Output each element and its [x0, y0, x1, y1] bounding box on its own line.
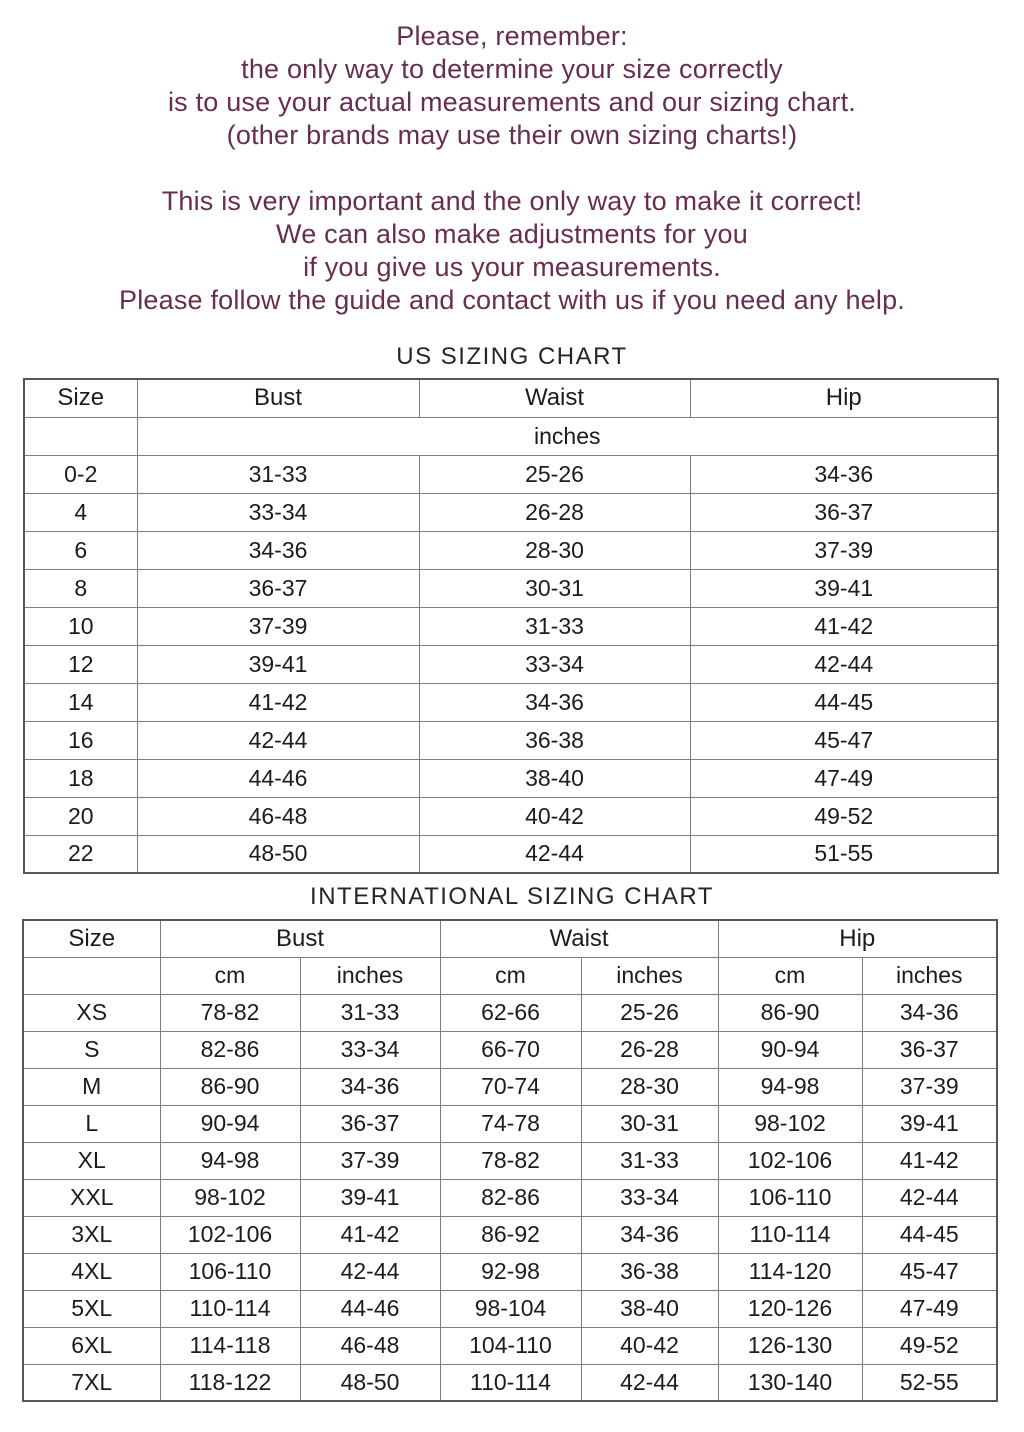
intl_chart-cell-waist_cm: 62-66 [440, 994, 581, 1031]
intl_chart-cell-hip_cm: 106-110 [718, 1179, 862, 1216]
us_chart-cell-size: 20 [24, 797, 137, 835]
us_chart-cell-bust: 48-50 [137, 835, 419, 873]
us_chart-cell-bust: 39-41 [137, 645, 419, 683]
intro-line: is to use your actual measurements and our sizing chart. [167, 87, 857, 117]
us_chart-cell-hip: 34-36 [690, 455, 998, 493]
us_chart-cell-size: 10 [24, 607, 137, 645]
intro-paragraph-2 [0, 185, 1024, 317]
intl_chart-cell-bust_in: 46-48 [300, 1327, 440, 1364]
intl_chart-cell-waist_in: 26-28 [581, 1031, 718, 1068]
intro-line: We can also make adjustments for you [276, 219, 748, 249]
units-label-inches: inches [300, 957, 440, 994]
intl_chart-cell-bust_in: 34-36 [300, 1068, 440, 1105]
intro-line: the only way to determine your size correctly [241, 54, 783, 84]
column-header-hip: Hip [718, 920, 997, 957]
intl_chart-cell-hip_in: 37-39 [862, 1068, 997, 1105]
table-row [24, 569, 998, 607]
intl_chart-cell-size: 3XL [23, 1216, 160, 1253]
us_chart-cell-size: 14 [24, 683, 137, 721]
intro-paragraph-1 [0, 20, 1024, 152]
table-row [24, 797, 998, 835]
us_chart-cell-size: 18 [24, 759, 137, 797]
intl_chart-cell-waist_cm: 104-110 [440, 1327, 581, 1364]
us_chart-cell-size: 22 [24, 835, 137, 873]
us_chart-cell-size: 8 [24, 569, 137, 607]
intl_chart-cell-bust_in: 37-39 [300, 1142, 440, 1179]
intl_chart-cell-hip_in: 39-41 [862, 1105, 997, 1142]
intl_chart-cell-bust_in: 44-46 [300, 1290, 440, 1327]
us_chart-cell-waist: 28-30 [419, 531, 690, 569]
intl_chart-cell-bust_in: 33-34 [300, 1031, 440, 1068]
us-chart-title: US SIZING CHART [396, 343, 628, 370]
intl_chart-cell-size: XL [23, 1142, 160, 1179]
intl_chart-cell-waist_in: 25-26 [581, 994, 718, 1031]
us_chart-cell-bust: 42-44 [137, 721, 419, 759]
intl-units-row [23, 957, 997, 994]
units-label: inches [137, 417, 998, 455]
us_chart-cell-bust: 31-33 [137, 455, 419, 493]
intl_chart-cell-bust_cm: 98-102 [160, 1179, 300, 1216]
intl_chart-cell-hip_cm: 110-114 [718, 1216, 862, 1253]
column-header-size: Size [23, 920, 160, 957]
intl_chart-cell-bust_cm: 94-98 [160, 1142, 300, 1179]
empty-cell [24, 417, 137, 455]
units-label-cm: cm [440, 957, 581, 994]
intl_chart-cell-hip_in: 36-37 [862, 1031, 997, 1068]
intro-note [0, 0, 1024, 317]
table-row [23, 1142, 997, 1179]
table-row [23, 1179, 997, 1216]
table-row [24, 607, 998, 645]
table-row [24, 531, 998, 569]
table-row [23, 994, 997, 1031]
intl_chart-cell-hip_cm: 94-98 [718, 1068, 862, 1105]
column-header-waist: Waist [419, 379, 690, 417]
intl_chart-cell-waist_in: 34-36 [581, 1216, 718, 1253]
column-header-waist: Waist [440, 920, 718, 957]
intro-line: This is very important and the only way to make it correct! [161, 186, 863, 216]
column-header-bust: Bust [137, 379, 419, 417]
us_chart-cell-bust: 33-34 [137, 493, 419, 531]
us_chart-cell-hip: 37-39 [690, 531, 998, 569]
intl_chart-cell-hip_cm: 120-126 [718, 1290, 862, 1327]
us_chart-cell-waist: 38-40 [419, 759, 690, 797]
intl_chart-cell-bust_cm: 118-122 [160, 1364, 300, 1401]
intl_chart-cell-hip_in: 47-49 [862, 1290, 997, 1327]
us_chart-cell-hip: 36-37 [690, 493, 998, 531]
table-row [24, 455, 998, 493]
us_chart-cell-waist: 25-26 [419, 455, 690, 493]
intl_chart-cell-bust_cm: 82-86 [160, 1031, 300, 1068]
intl_chart-cell-waist_in: 28-30 [581, 1068, 718, 1105]
intl_chart-cell-waist_cm: 92-98 [440, 1253, 581, 1290]
us_chart-cell-bust: 37-39 [137, 607, 419, 645]
us_chart-cell-bust: 41-42 [137, 683, 419, 721]
intl_chart-cell-bust_cm: 114-118 [160, 1327, 300, 1364]
intro-line: if you give us your measurements. [303, 252, 721, 282]
column-header-size: Size [24, 379, 137, 417]
intl_chart-cell-hip_in: 49-52 [862, 1327, 997, 1364]
column-header-bust: Bust [160, 920, 440, 957]
table-row [23, 1290, 997, 1327]
intl_chart-cell-size: XS [23, 994, 160, 1031]
us_chart-cell-waist: 30-31 [419, 569, 690, 607]
intl-chart-title: INTERNATIONAL SIZING CHART [310, 883, 714, 910]
empty-cell [23, 957, 160, 994]
table-row [23, 1068, 997, 1105]
intl_chart-cell-bust_in: 42-44 [300, 1253, 440, 1290]
intl_chart-cell-size: 5XL [23, 1290, 160, 1327]
us_chart-cell-hip: 42-44 [690, 645, 998, 683]
intl_chart-cell-hip_cm: 90-94 [718, 1031, 862, 1068]
intl_chart-cell-hip_in: 44-45 [862, 1216, 997, 1253]
us_chart-cell-bust: 44-46 [137, 759, 419, 797]
intl_chart-cell-waist_cm: 98-104 [440, 1290, 581, 1327]
intl_chart-cell-size: M [23, 1068, 160, 1105]
intl_chart-cell-hip_in: 52-55 [862, 1364, 997, 1401]
table-row [24, 645, 998, 683]
intl_chart-cell-size: 4XL [23, 1253, 160, 1290]
us_chart-cell-hip: 45-47 [690, 721, 998, 759]
intro-line: (other brands may use their own sizing charts!) [226, 120, 798, 150]
us_chart-cell-bust: 36-37 [137, 569, 419, 607]
us_chart-cell-size: 16 [24, 721, 137, 759]
column-header-hip: Hip [690, 379, 998, 417]
table-row [24, 835, 998, 873]
intl_chart-cell-size: 7XL [23, 1364, 160, 1401]
intl_chart-cell-bust_cm: 90-94 [160, 1105, 300, 1142]
intl_chart-cell-hip_in: 45-47 [862, 1253, 997, 1290]
intl_chart-cell-size: XXL [23, 1179, 160, 1216]
intl_chart-cell-hip_in: 41-42 [862, 1142, 997, 1179]
intl_chart-cell-bust_in: 31-33 [300, 994, 440, 1031]
intl_chart-cell-waist_cm: 74-78 [440, 1105, 581, 1142]
us_chart-cell-size: 0-2 [24, 455, 137, 493]
intl-sizing-table [22, 919, 998, 1402]
us-header-row [24, 379, 998, 417]
us_chart-cell-waist: 42-44 [419, 835, 690, 873]
table-row [24, 759, 998, 797]
intl_chart-cell-waist_in: 40-42 [581, 1327, 718, 1364]
intl_chart-cell-waist_in: 36-38 [581, 1253, 718, 1290]
table-row [23, 1327, 997, 1364]
units-label-inches: inches [581, 957, 718, 994]
table-row [23, 1216, 997, 1253]
intl_chart-cell-hip_cm: 102-106 [718, 1142, 862, 1179]
units-label-inches: inches [862, 957, 997, 994]
intl_chart-cell-hip_cm: 130-140 [718, 1364, 862, 1401]
intl_chart-cell-waist_cm: 110-114 [440, 1364, 581, 1401]
intl_chart-cell-waist_cm: 78-82 [440, 1142, 581, 1179]
units-label-cm: cm [718, 957, 862, 994]
table-row [23, 1253, 997, 1290]
intl_chart-cell-waist_in: 31-33 [581, 1142, 718, 1179]
us_chart-cell-waist: 36-38 [419, 721, 690, 759]
intl_chart-cell-waist_in: 38-40 [581, 1290, 718, 1327]
intl_chart-cell-waist_cm: 82-86 [440, 1179, 581, 1216]
us_chart-cell-waist: 34-36 [419, 683, 690, 721]
us_chart-cell-waist: 26-28 [419, 493, 690, 531]
intl_chart-cell-hip_cm: 126-130 [718, 1327, 862, 1364]
intl_chart-cell-size: L [23, 1105, 160, 1142]
us_chart-cell-hip: 41-42 [690, 607, 998, 645]
us_chart-cell-hip: 51-55 [690, 835, 998, 873]
intl_chart-cell-hip_cm: 98-102 [718, 1105, 862, 1142]
us_chart-cell-hip: 44-45 [690, 683, 998, 721]
intl_chart-cell-hip_in: 34-36 [862, 994, 997, 1031]
intro-line: Please follow the guide and contact with us if you need any help. [118, 285, 905, 315]
intl_chart-cell-hip_cm: 114-120 [718, 1253, 862, 1290]
intro-line: Please, remember: [396, 21, 628, 51]
us-units-row [24, 417, 998, 455]
table-row [24, 721, 998, 759]
intl_chart-cell-bust_in: 39-41 [300, 1179, 440, 1216]
intl_chart-cell-bust_cm: 86-90 [160, 1068, 300, 1105]
units-label-cm: cm [160, 957, 300, 994]
intl_chart-cell-waist_cm: 86-92 [440, 1216, 581, 1253]
us_chart-cell-waist: 33-34 [419, 645, 690, 683]
us_chart-cell-hip: 49-52 [690, 797, 998, 835]
table-row [24, 493, 998, 531]
intl-table-body [23, 994, 997, 1401]
intl_chart-cell-hip_in: 42-44 [862, 1179, 997, 1216]
us_chart-cell-bust: 46-48 [137, 797, 419, 835]
intl_chart-cell-bust_cm: 102-106 [160, 1216, 300, 1253]
us_chart-cell-size: 6 [24, 531, 137, 569]
intl_chart-cell-bust_in: 36-37 [300, 1105, 440, 1142]
intl_chart-cell-waist_in: 33-34 [581, 1179, 718, 1216]
table-row [23, 1364, 997, 1401]
us-table-body [24, 455, 998, 873]
intl_chart-cell-bust_cm: 106-110 [160, 1253, 300, 1290]
intl_chart-cell-waist_in: 30-31 [581, 1105, 718, 1142]
us_chart-cell-hip: 47-49 [690, 759, 998, 797]
us_chart-cell-size: 4 [24, 493, 137, 531]
intl_chart-cell-waist_cm: 70-74 [440, 1068, 581, 1105]
intl-header-row [23, 920, 997, 957]
intl_chart-cell-hip_cm: 86-90 [718, 994, 862, 1031]
us_chart-cell-waist: 40-42 [419, 797, 690, 835]
intl_chart-cell-bust_in: 41-42 [300, 1216, 440, 1253]
intl_chart-cell-bust_cm: 110-114 [160, 1290, 300, 1327]
table-row [24, 683, 998, 721]
intl_chart-cell-waist_cm: 66-70 [440, 1031, 581, 1068]
us_chart-cell-size: 12 [24, 645, 137, 683]
table-row [23, 1105, 997, 1142]
us_chart-cell-bust: 34-36 [137, 531, 419, 569]
table-row [23, 1031, 997, 1068]
intl_chart-cell-size: S [23, 1031, 160, 1068]
us_chart-cell-hip: 39-41 [690, 569, 998, 607]
intl_chart-cell-waist_in: 42-44 [581, 1364, 718, 1401]
us_chart-cell-waist: 31-33 [419, 607, 690, 645]
intl_chart-cell-size: 6XL [23, 1327, 160, 1364]
us-sizing-table [23, 378, 999, 874]
intl_chart-cell-bust_cm: 78-82 [160, 994, 300, 1031]
intl_chart-cell-bust_in: 48-50 [300, 1364, 440, 1401]
